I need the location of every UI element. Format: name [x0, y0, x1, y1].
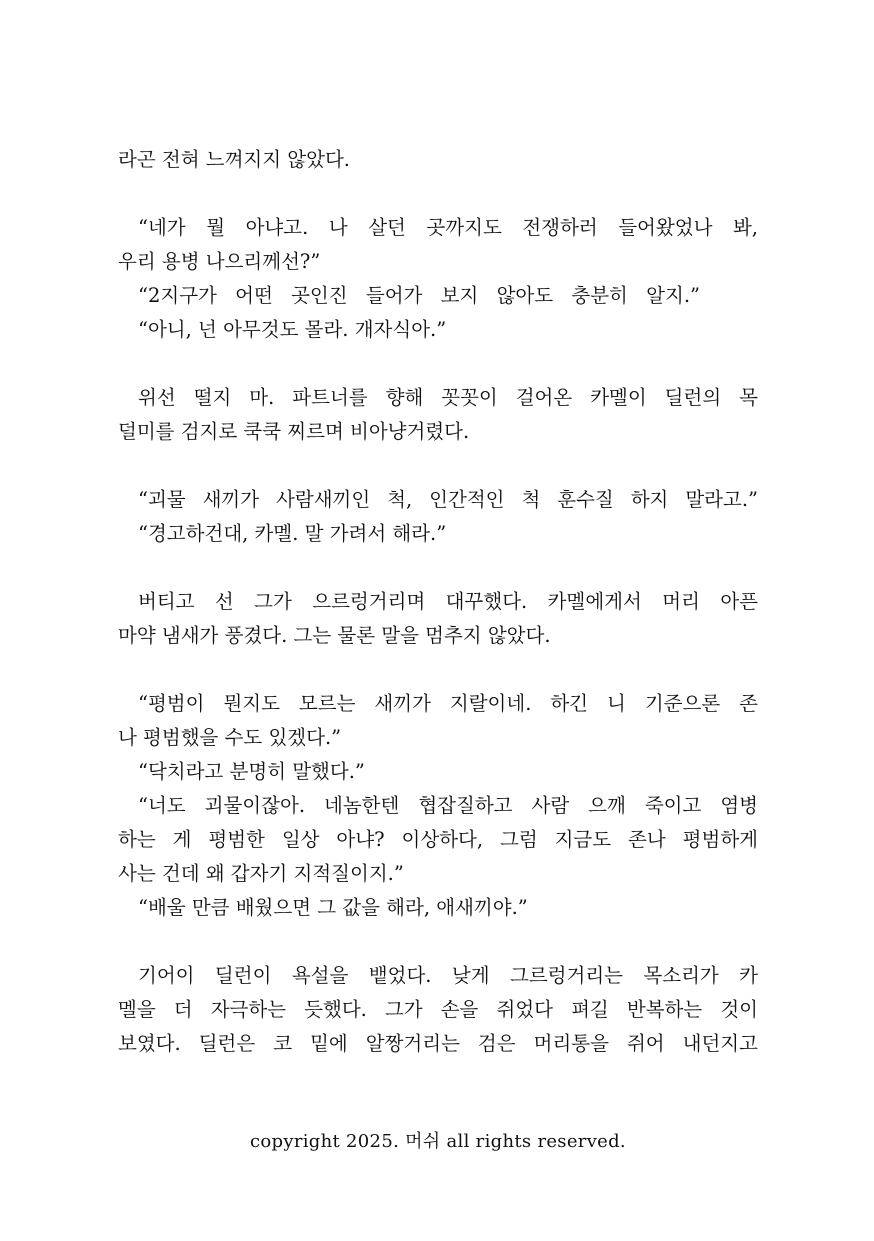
text-line: “아니, 넌 아무것도 몰라. 개자식아.”	[138, 318, 447, 341]
text-line: 덜미를 검지로 쿡쿡 찌르며 비아냥거렸다.	[118, 420, 470, 443]
paragraph-gap	[118, 925, 758, 959]
text-line: 보였다. 딜런은 코 밑에 알짱거리는 검은 머리통을 쥐어 내던지고	[118, 1032, 758, 1055]
text-line: 우리 용병 나으리께선?”	[118, 250, 321, 273]
text-line: “네가 뭘 아냐고. 나 살던 곳까지도 전쟁하러 들어왔었나 봐,	[138, 216, 758, 239]
text-line: 마약 냄새가 풍겼다. 그는 물론 말을 멈추지 않았다.	[118, 624, 551, 647]
document-page	[118, 0, 758, 1241]
paragraph-gap	[118, 177, 758, 211]
paragraph-gap	[118, 347, 758, 381]
copyright-footer: copyright 2025. 머쉬 all rights reserved.	[250, 1131, 626, 1152]
text-line: “평범이 뭔지도 모르는 새끼가 지랄이네. 하긴 니 기준으론 존	[138, 692, 758, 715]
text-line: “2지구가 어떤 곳인진 들어가 보지 않아도 충분히 알지.”	[138, 284, 700, 307]
text-line: “괴물 새끼가 사람새끼인 척, 인간적인 척 훈수질 하지 말라고.”	[138, 488, 758, 511]
text-line: 나 평범했을 수도 있겠다.”	[118, 726, 342, 749]
paragraph-gap	[118, 653, 758, 687]
text-line: 라곤 전혀 느껴지지 않았다.	[118, 148, 351, 171]
text-line: 버티고 선 그가 으르렁거리며 대꾸했다. 카멜에게서 머리 아픈	[138, 590, 758, 613]
text-line: “너도 괴물이잖아. 네놈한텐 협잡질하고 사람 으깨 죽이고 염병	[138, 794, 758, 817]
text-line: 멜을 더 자극하는 듯했다. 그가 손을 쥐었다 펴길 반복하는 것이	[118, 998, 758, 1021]
paragraph-gap	[118, 449, 758, 483]
body-text	[118, 143, 758, 1061]
text-line: 하는 게 평범한 일상 아냐? 이상하다, 그럼 지금도 존나 평범하게	[118, 828, 758, 851]
text-line: 위선 떨지 마. 파트너를 향해 꼿꼿이 걸어온 카멜이 딜런의 목	[138, 386, 758, 409]
text-line: “배울 만큼 배웠으면 그 값을 해라, 애새끼야.”	[138, 896, 528, 919]
text-line: 사는 건데 왜 갑자기 지적질이지.”	[118, 862, 404, 885]
paragraph-gap	[118, 551, 758, 585]
text-line: “닥치라고 분명히 말했다.”	[138, 760, 365, 783]
text-line: “경고하건대, 카멜. 말 가려서 해라.”	[138, 522, 447, 545]
text-line: 기어이 딜런이 욕설을 뱉었다. 낮게 그르렁거리는 목소리가 카	[138, 964, 758, 987]
